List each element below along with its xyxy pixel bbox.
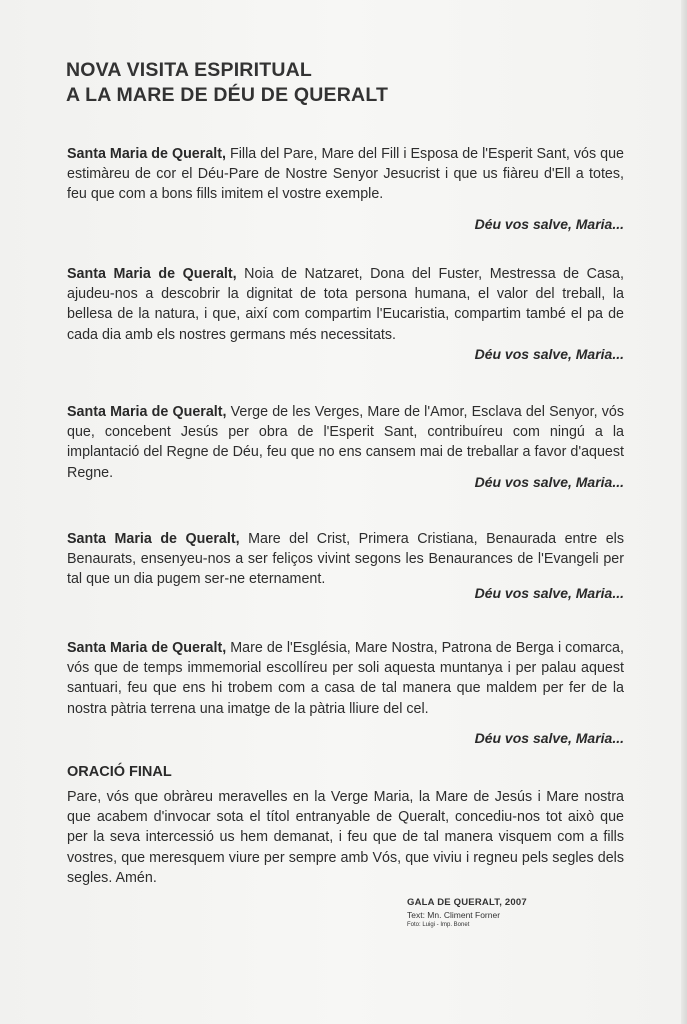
title-line-1: NOVA VISITA ESPIRITUAL: [66, 59, 312, 81]
prayer-4-refrain: Déu vos salve, Maria...: [474, 585, 624, 601]
credits-photo: Foto: Luigi - Imp. Bonet: [407, 922, 470, 928]
prayer-4-text: Mare del Crist, Primera Cristiana, Benaurada entre els Benaurats, ensenyeu-nos a ser feliços vivint segons les Benaurances de l'Evangeli per tal que un dia pugem ser-ne eternament.: [67, 531, 624, 588]
credits: [407, 897, 527, 928]
prayer-3-text: Verge de les Verges, Mare de l'Amor, Esclava del Senyor, vós que, concebent Jesús per obra de l'Esperit Sant, contribuíreu com ningú a la implantació del Regne de Déu, feu que no ens cansem mai de treballar a favor d'aquest Regne.: [67, 404, 624, 481]
prayer-2: [67, 264, 624, 362]
prayer-5: [67, 638, 624, 746]
credits-gala: GALA DE QUERALT, 2007: [407, 897, 527, 908]
page-title: [66, 58, 626, 108]
prayer-5-refrain: Déu vos salve, Maria...: [474, 730, 624, 746]
prayer-2-text: Noia de Natzaret, Dona del Fuster, Mestressa de Casa, ajudeu-nos a descobrir la dignitat de tota persona humana, el valor del treball, la bellesa de la natura, i que, així com compartim l'Eucaristia, compartim també el pa de cada dia amb els nostres germans més necessitats.: [67, 266, 624, 343]
credits-text-author: Text: Mn. Climent Forner: [407, 910, 501, 920]
prayer-1-refrain: Déu vos salve, Maria...: [474, 216, 624, 232]
prayer-5-lead: Santa Maria de Queralt,: [67, 640, 227, 656]
prayer-3-refrain: Déu vos salve, Maria...: [474, 474, 624, 490]
prayer-1-lead: Santa Maria de Queralt,: [67, 146, 226, 162]
prayer-5-text: Mare de l'Església, Mare Nostra, Patrona de Berga i comarca, vós que de temps immemorial escollíreu per soli aquesta muntanya i per palau aquest santuari, feu que ens hi trobem com a casa de tal manera que maldem per fer de la nostra pàtria terrena una imatge de la pàtria lliure del cel.: [67, 640, 624, 717]
page-edge-shadow: [681, 0, 687, 1024]
prayer-4-lead: Santa Maria de Queralt,: [67, 531, 240, 547]
prayer-1: [67, 144, 624, 232]
prayer-3-lead: Santa Maria de Queralt,: [67, 404, 227, 420]
prayer-3: [67, 402, 624, 490]
prayer-2-refrain: Déu vos salve, Maria...: [474, 346, 624, 362]
prayer-2-lead: Santa Maria de Queralt,: [67, 266, 237, 282]
final-prayer-text: Pare, vós que obràreu meravelles en la Verge Maria, la Mare de Jesús i Mare nostra que acabem d'invocar sota el títol entranyable de Queralt, concediu-nos tot això que per la seva intercessió us hem demanat, i feu que de tal manera visquem com a fills vostres, que meresquem viure per sempre amb Vós, que viviu i regneu pels segles dels segles. Amén.: [67, 789, 624, 886]
prayer-4: [67, 529, 624, 601]
final-prayer-heading: ORACIÓ FINAL: [67, 764, 172, 780]
prayer-1-text: Filla del Pare, Mare del Fill i Esposa de l'Esperit Sant, vós que estimàreu de cor el Déu-Pare de Nostre Senyor Jesucrist i que us fiàreu d'Ell a totes, feu que com a bons fills imitem el vostre exemple.: [67, 146, 624, 203]
title-line-2: A LA MARE DE DÉU DE QUERALT: [66, 84, 389, 106]
